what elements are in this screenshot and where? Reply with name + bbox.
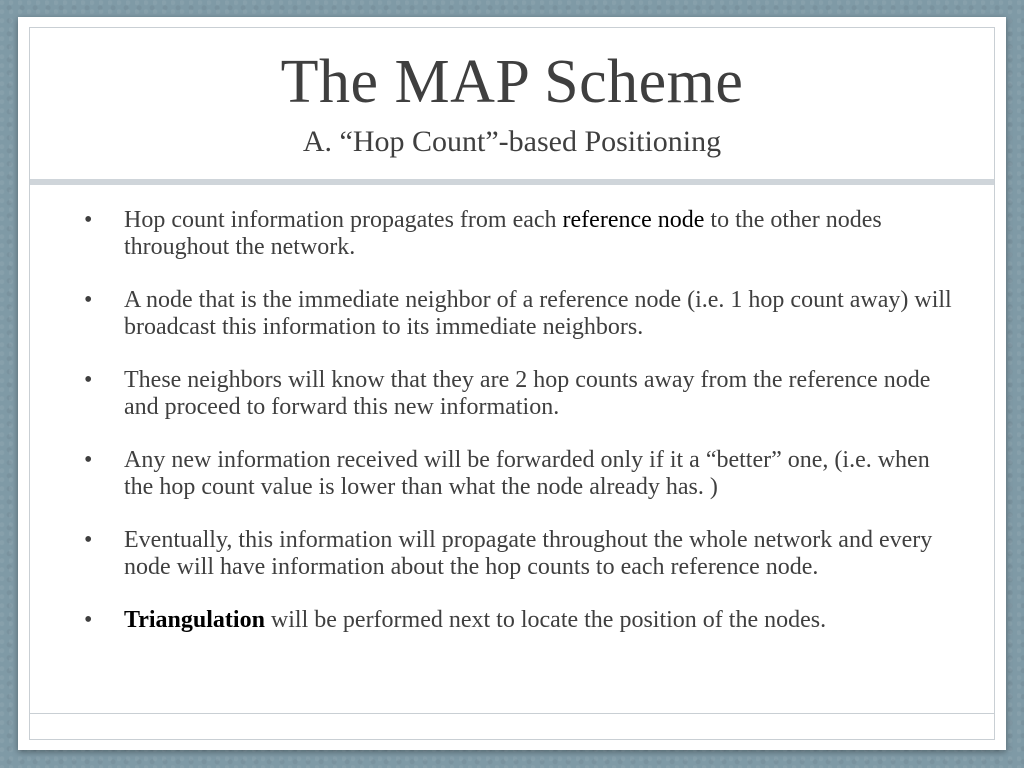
bullet-text: A node that is the immediate neighbor of a reference node (i.e. 1 hop count away) will broadcast this information to its immediate neighbors. bbox=[124, 287, 952, 340]
bullet-text-end: will be performed next to locate the position of the nodes. bbox=[264, 607, 827, 633]
slide-subtitle: A. “Hop Count”-based Positioning bbox=[302, 125, 722, 158]
slide bbox=[18, 17, 1006, 750]
bullet-icon: • bbox=[84, 287, 93, 313]
footer-divider bbox=[30, 713, 994, 714]
bullet-icon: • bbox=[84, 367, 93, 393]
bullet-item bbox=[80, 447, 960, 500]
bullet-item bbox=[80, 607, 960, 634]
bullet-text: These neighbors will know that they are 2 hop counts away from the reference node and proceed to forward this new information. bbox=[124, 367, 931, 420]
bullet-text: Eventually, this information will propagate throughout the whole network and every node will have information about the hop counts to each reference node. bbox=[124, 527, 933, 580]
bullet-icon: • bbox=[84, 527, 93, 553]
bullet-icon: • bbox=[84, 447, 93, 473]
reference-node-term: reference node bbox=[562, 207, 705, 233]
triangulation-term: Triangulation bbox=[124, 607, 265, 633]
bullet-text: Any new information received will be forwarded only if it a “better” one, (i.e. when the hop count value is lower than what the node already has. ) bbox=[124, 447, 930, 500]
bullet-item bbox=[80, 367, 960, 420]
bullet-list bbox=[80, 207, 960, 661]
bullet-item bbox=[80, 207, 960, 260]
bullet-icon: • bbox=[84, 207, 93, 233]
bullet-item bbox=[80, 287, 960, 340]
bullet-item bbox=[80, 527, 960, 580]
title-block bbox=[30, 41, 994, 161]
bullet-icon: • bbox=[84, 607, 93, 633]
bullet-text-start: Hop count information propagates from each bbox=[124, 207, 563, 233]
bullet-text-end: to the other nodes throughout the network. bbox=[124, 207, 882, 260]
slide-title: The MAP Scheme bbox=[280, 48, 744, 116]
title-divider bbox=[30, 179, 994, 185]
